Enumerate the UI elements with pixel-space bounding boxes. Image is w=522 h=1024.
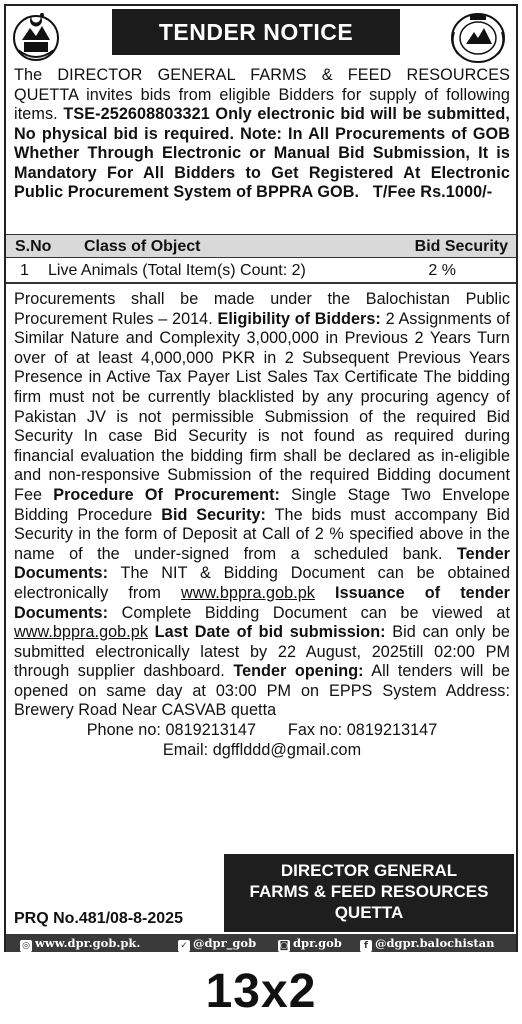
header-sno: S.No <box>15 238 52 255</box>
footer-web <box>20 934 140 952</box>
rules-text: Procurements shall be made under the Balochistan Public Procurement Rules – 2014. <box>14 290 510 328</box>
globe-icon: ◎ <box>20 940 32 952</box>
bid-security-text: The bids must accompany Bid Security in the form of Deposit at Call of 2 % specified above in the name of the under-signed from a scheduled bank. <box>14 505 510 563</box>
footer-twitter-text: @dpr_gob <box>193 936 257 950</box>
phone-number: Phone no: 0819213147 <box>86 721 257 740</box>
header-bid-security: Bid Security <box>414 238 508 255</box>
items-table <box>6 234 516 284</box>
footer-social-bar <box>6 934 516 952</box>
tse-note: TSE-252608803321 Only electronic bid will be submitted, No physical bid is required. Note: In All Procurements of GOB Whether Through Electronic or Manual Bid Submission, It is Mandatory For All Bidders to Get Registered At Electronic Public Procurement System of BPPRA GOB. <box>14 105 510 201</box>
issuance-heading: Issuance of tender Documents: <box>14 583 510 622</box>
footer-web-text: www.dpr.gob.pk. <box>35 936 141 950</box>
facebook-icon: f <box>360 940 372 952</box>
eligibility-heading: Eligibility of Bidders: <box>217 309 381 328</box>
bid-security-heading: Bid Security: <box>161 505 267 524</box>
bppra-link-2[interactable]: www.bppra.gob.pk <box>14 623 148 642</box>
signature-line-3: QUETTA <box>334 903 404 922</box>
tender-documents-heading: Tender Documents: <box>14 544 510 583</box>
bppra-link[interactable]: www.bppra.gob.pk <box>180 583 315 602</box>
eligibility-text: 2 Assignments of Similar Nature and Complexity 3,000,000 in Previous 2 Years Turn over of at least 4,000,000 PKR in 2 Subsequent Previous Years Presence in Active Tax Payer List Sales Tax Certificate The bidding firm must not be currently blacklisted by any procuring agency of Pakistan JV is not permissible Submission of the required Bid Security In case Bid Security is not found as required during financial evaluation the bidding firm shall be declared as in-eligible and non-responsive Submission of the required Bidding document Fee <box>14 309 510 504</box>
tender-details <box>14 290 510 760</box>
footer-facebook <box>360 934 495 952</box>
twitter-icon: ✓ <box>178 940 190 952</box>
last-date-heading: Last Date of bid submission: <box>154 623 386 642</box>
tender-fee: T/Fee Rs.1000/- <box>372 183 493 201</box>
signature-line-1: DIRECTOR GENERAL <box>280 861 458 880</box>
fax-number: Fax no: 0819213147 <box>287 721 438 740</box>
prq-number: PRQ No.481/08-8-2025 <box>14 910 183 927</box>
tender-opening-heading: Tender opening: <box>233 662 364 681</box>
intro-paragraph <box>14 66 510 203</box>
phone-fax-line <box>14 721 510 741</box>
cell-security: 2 % <box>428 262 456 279</box>
tender-notice-frame <box>4 4 518 952</box>
footer-twitter <box>178 934 256 952</box>
email-address: Email: dgfflddd@gmail.com <box>162 740 362 759</box>
signature-block <box>224 854 514 932</box>
cell-object: Live Animals (Total Item(s) Count: 2) <box>48 262 306 279</box>
table-header <box>6 234 516 258</box>
table-row <box>6 258 516 284</box>
ad-size-label: 13x2 <box>205 965 317 1018</box>
intro-text: The DIRECTOR GENERAL FARMS & FEED RESOURCES QUETTA invites bids from eligible Bidders for supply of following items. <box>14 66 510 123</box>
tender-opening-text: All tenders will be opened on same day at 03:00 PM on EPPS System Address: Brewery Road Near CASVAB quetta <box>14 662 510 720</box>
header <box>6 6 516 68</box>
balochistan-emblem-icon <box>12 10 60 64</box>
last-date-text: Bid can only be submitted electronically latest by 22 August, 2025till 02:00 PM through supplier dashboard. <box>14 623 510 681</box>
cell-sno: 1 <box>20 262 29 279</box>
footer-facebook-text: @dgpr.balochistan <box>375 936 495 950</box>
footer-instagram-text: dpr.gob <box>293 936 342 950</box>
tender-documents-text: The NIT & Bidding Document can be obtained electronically from <box>14 564 510 602</box>
procedure-heading: Procedure Of Procurement: <box>53 485 280 504</box>
procedure-text: Single Stage Two Envelope Bidding Procedure <box>14 485 510 524</box>
livestock-emblem-icon <box>448 10 508 64</box>
header-class-of-object: Class of Object <box>84 238 201 255</box>
footer-instagram <box>278 934 342 952</box>
issuance-text: Complete Bidding Document can be viewed at <box>121 603 510 622</box>
instagram-icon: ◙ <box>279 941 289 951</box>
signature-line-2: FARMS & FEED RESOURCES <box>249 882 489 901</box>
page-title: TENDER NOTICE <box>112 9 400 55</box>
